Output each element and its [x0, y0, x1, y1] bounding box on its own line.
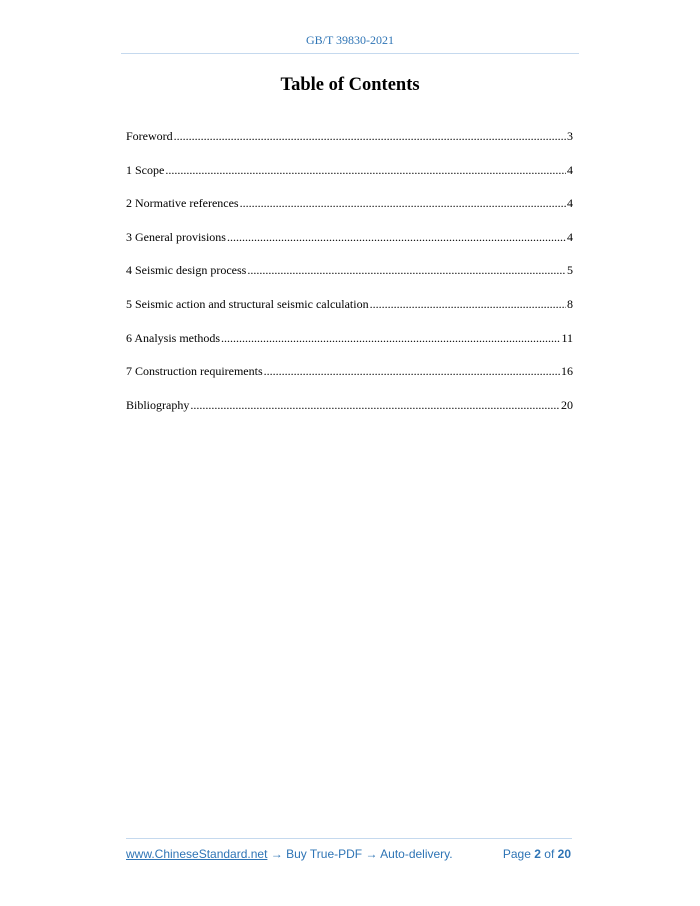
- toc-entry-analysis-methods[interactable]: [126, 330, 573, 364]
- toc-leader-dots: [190, 397, 560, 413]
- website-link[interactable]: www.ChineseStandard.net: [126, 847, 268, 861]
- toc-entry-label: 6 Analysis methods: [126, 330, 221, 345]
- toc-entry-seismic-design-process[interactable]: [126, 262, 573, 296]
- footer-divider: [126, 838, 572, 839]
- toc-leader-dots: [174, 128, 566, 144]
- document-header-code: GB/T 39830-2021: [305, 33, 395, 47]
- toc-entry-label: Bibliography: [126, 397, 190, 412]
- toc-entry-label: 1 Scope: [126, 162, 165, 177]
- toc-entry-page: 20: [561, 397, 573, 412]
- current-page-number: 2: [534, 847, 541, 861]
- toc-entry-label: 2 Normative references: [126, 196, 239, 211]
- toc-entry-foreword[interactable]: [126, 128, 573, 162]
- toc-entry-construction-requirements[interactable]: [126, 363, 573, 397]
- toc-entry-page: 4: [567, 229, 573, 244]
- toc-leader-dots: [227, 229, 566, 245]
- toc-entry-scope[interactable]: [126, 162, 573, 196]
- toc-entry-page: 4: [567, 162, 573, 177]
- header-divider: [121, 53, 579, 54]
- toc-entry-page: 5: [567, 263, 573, 278]
- footer-promo: [126, 847, 453, 861]
- toc-entry-page: 3: [567, 129, 573, 143]
- page-word: Page: [502, 847, 531, 861]
- toc-entry-page: 11: [561, 330, 573, 345]
- toc-entry-general-provisions[interactable]: [126, 229, 573, 263]
- toc-leader-dots: [165, 162, 566, 178]
- toc-entry-label: 3 General provisions: [126, 229, 226, 244]
- buy-text: Buy True-PDF: [286, 847, 363, 861]
- toc-entry-page: 8: [567, 296, 573, 311]
- toc-entry-page: 16: [561, 364, 573, 379]
- toc-entry-page: 4: [567, 196, 573, 211]
- arrow-icon: →: [362, 847, 381, 861]
- toc-entry-seismic-action[interactable]: [126, 296, 573, 330]
- page-indicator: [503, 847, 571, 861]
- toc-entry-label: Foreword: [126, 129, 173, 143]
- page-title: Table of Contents: [280, 75, 420, 95]
- toc-entry-normative-references[interactable]: [126, 195, 573, 229]
- toc-entry-label: 7 Construction requirements: [126, 364, 263, 379]
- toc-entry-label: 5 Seismic action and structural seismic calculation: [126, 296, 369, 311]
- toc-leader-dots: [240, 195, 566, 211]
- delivery-text: Auto-delivery.: [380, 847, 453, 861]
- toc-leader-dots: [370, 296, 566, 312]
- arrow-icon: →: [267, 847, 287, 861]
- toc-entry-bibliography[interactable]: [126, 397, 573, 431]
- toc-leader-dots: [221, 330, 560, 346]
- table-of-contents: [126, 128, 573, 430]
- toc-leader-dots: [247, 262, 566, 278]
- of-word: of: [544, 847, 555, 861]
- toc-entry-label: 4 Seismic design process: [126, 263, 247, 278]
- toc-leader-dots: [264, 363, 560, 379]
- total-pages-number: 20: [557, 847, 571, 861]
